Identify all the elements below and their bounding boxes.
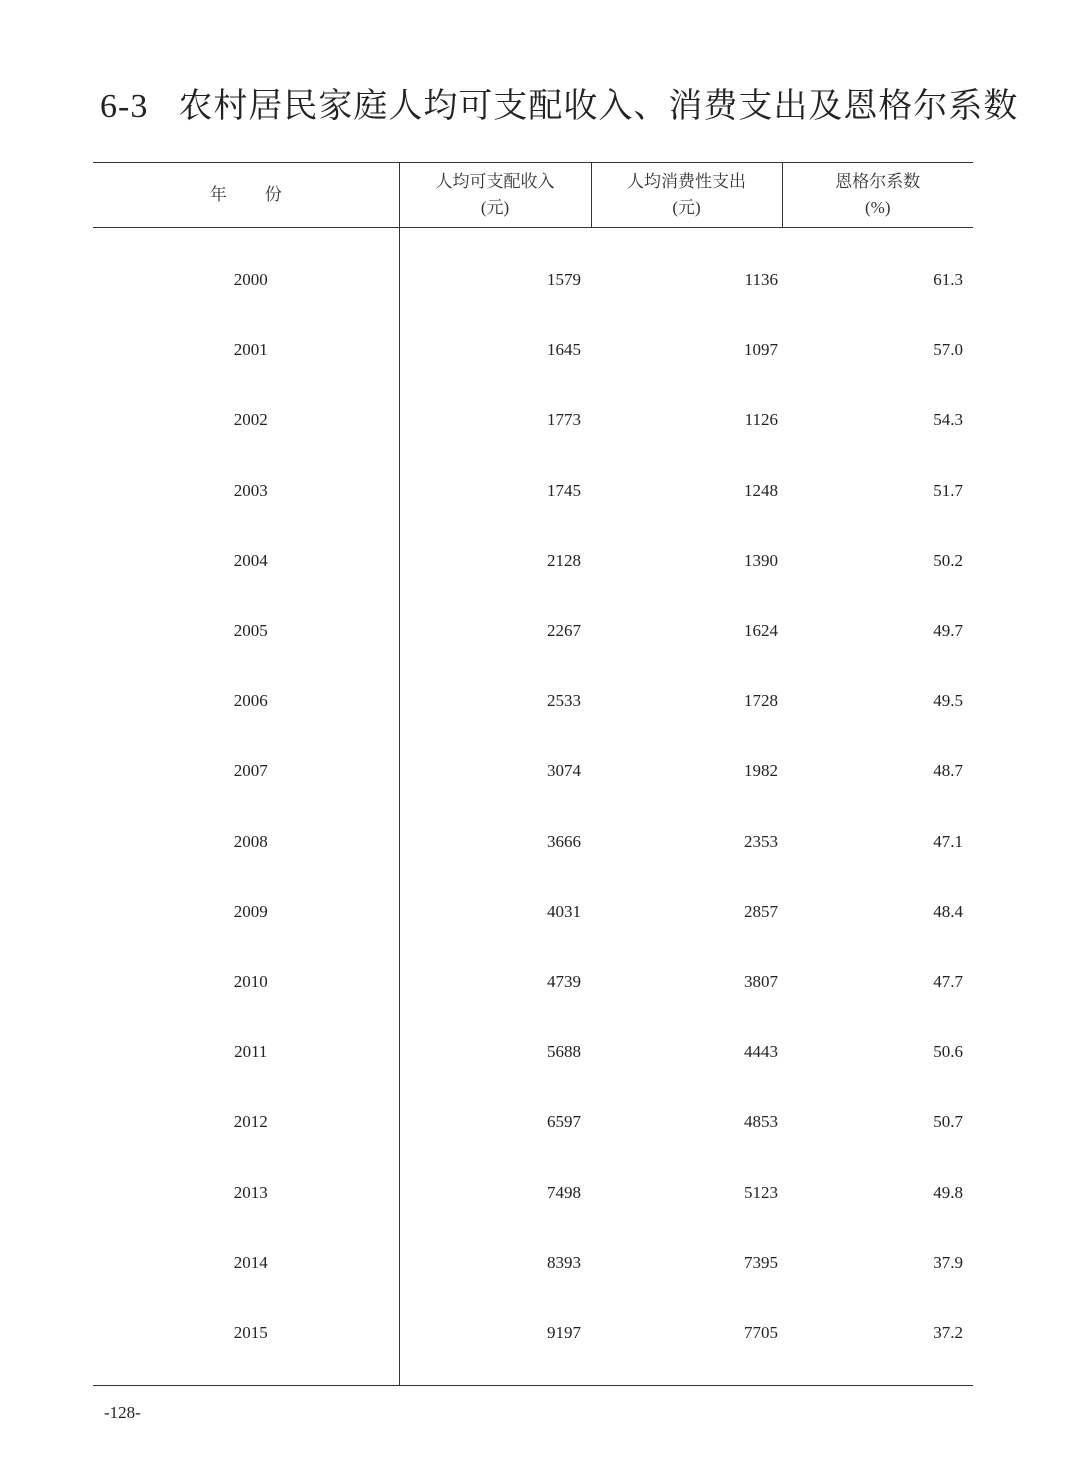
- engel-cell: 61.3: [933, 270, 963, 290]
- year-cell: 2000: [93, 245, 399, 315]
- year-cell: 2011: [93, 1017, 399, 1087]
- year-cell: 2002: [93, 385, 399, 455]
- year-column-header: 年份: [93, 163, 399, 228]
- table-row: [93, 1157, 973, 1227]
- expenditure-cell: 2857: [744, 901, 778, 921]
- income-cell: 7498: [547, 1182, 581, 1202]
- expenditure-header-unit: (元): [672, 198, 701, 217]
- spacer-cell: [399, 1368, 591, 1386]
- engel-cell: 50.6: [933, 1042, 963, 1062]
- engel-header-unit: (%): [865, 198, 891, 217]
- income-cell: 4739: [547, 971, 581, 991]
- engel-cell: 49.8: [933, 1182, 963, 1202]
- table-row: [93, 1298, 973, 1368]
- spacer-cell: [399, 228, 591, 246]
- income-cell: 3666: [547, 831, 581, 851]
- engel-cell: 57.0: [933, 340, 963, 360]
- year-cell: 2007: [93, 736, 399, 806]
- expenditure-cell: 1126: [744, 410, 778, 430]
- table-row: [93, 1017, 973, 1087]
- table-header-row: [93, 163, 973, 228]
- table-row: [93, 596, 973, 666]
- table-row: [93, 315, 973, 385]
- engel-cell: 48.4: [933, 901, 963, 921]
- expenditure-cell: 5123: [744, 1182, 778, 1202]
- expenditure-column-header: [591, 163, 782, 228]
- income-cell: 8393: [547, 1252, 581, 1272]
- engel-cell: 50.2: [933, 550, 963, 570]
- year-cell: 2014: [93, 1228, 399, 1298]
- table-row: [93, 456, 973, 526]
- spacer-cell: [782, 228, 973, 246]
- year-cell: 2010: [93, 947, 399, 1017]
- expenditure-cell: 1624: [744, 621, 778, 641]
- year-cell: 2008: [93, 807, 399, 877]
- table-row: [93, 947, 973, 1017]
- year-cell: 2001: [93, 315, 399, 385]
- spacer-cell: [93, 228, 399, 246]
- engel-cell: 37.9: [933, 1252, 963, 1272]
- income-cell: 6597: [547, 1112, 581, 1132]
- income-header-unit: (元): [480, 198, 510, 217]
- income-cell: 1579: [547, 270, 581, 290]
- expenditure-header-label: 人均消费性支出: [627, 172, 746, 191]
- expenditure-cell: 4443: [744, 1042, 778, 1062]
- table-number: 6-3: [100, 88, 149, 125]
- table-top-spacer: [93, 228, 973, 246]
- page-title: [100, 78, 1018, 127]
- table-row: [93, 1228, 973, 1298]
- engel-header-label: 恩格尔系数: [835, 172, 921, 191]
- income-cell: 2267: [547, 621, 581, 641]
- year-cell: 2004: [93, 526, 399, 596]
- income-cell: 5688: [547, 1042, 581, 1062]
- income-cell: 9197: [547, 1322, 581, 1342]
- income-column-header: [399, 163, 591, 228]
- spacer-cell: [591, 1368, 782, 1386]
- income-cell: 1773: [547, 410, 581, 430]
- expenditure-cell: 1728: [744, 691, 778, 711]
- expenditure-cell: 1248: [744, 480, 778, 500]
- engel-column-header: [782, 163, 973, 228]
- engel-cell: 49.5: [933, 691, 963, 711]
- income-cell: 2128: [547, 550, 581, 570]
- expenditure-cell: 7395: [744, 1252, 778, 1272]
- expenditure-cell: 2353: [744, 831, 778, 851]
- table-row: [93, 736, 973, 806]
- table-row: [93, 1087, 973, 1157]
- engel-cell: 49.7: [933, 621, 963, 641]
- table-row: [93, 807, 973, 877]
- year-cell: 2013: [93, 1157, 399, 1227]
- engel-cell: 50.7: [933, 1112, 963, 1132]
- engel-cell: 47.7: [933, 971, 963, 991]
- year-cell: 2005: [93, 596, 399, 666]
- year-cell: 2015: [93, 1298, 399, 1368]
- income-cell: 4031: [547, 901, 581, 921]
- spacer-cell: [782, 1368, 973, 1386]
- table-title-text: 农村居民家庭人均可支配收入、消费支出及恩格尔系数: [178, 88, 1019, 125]
- page-number: -128-: [104, 1403, 141, 1422]
- table-bottom-spacer: [93, 1368, 973, 1386]
- income-cell: 3074: [547, 761, 581, 781]
- expenditure-cell: 1982: [744, 761, 778, 781]
- table-row: [93, 877, 973, 947]
- expenditure-cell: 1390: [744, 550, 778, 570]
- engel-cell: 47.1: [933, 831, 963, 851]
- table-body: [93, 228, 973, 1386]
- expenditure-cell: 3807: [744, 971, 778, 991]
- year-cell: 2009: [93, 877, 399, 947]
- table-row: [93, 666, 973, 736]
- engel-cell: 51.7: [933, 480, 963, 500]
- year-cell: 2012: [93, 1087, 399, 1157]
- table-row: [93, 526, 973, 596]
- expenditure-cell: 1136: [744, 270, 778, 290]
- engel-cell: 48.7: [933, 761, 963, 781]
- income-header-label: 人均可支配收入: [435, 172, 555, 191]
- spacer-cell: [591, 228, 782, 246]
- year-cell: 2006: [93, 666, 399, 736]
- expenditure-cell: 7705: [744, 1322, 778, 1342]
- table-row: [93, 245, 973, 315]
- statistics-table: [93, 162, 973, 1386]
- engel-cell: 37.2: [933, 1322, 963, 1342]
- spacer-cell: [93, 1368, 399, 1386]
- year-cell: 2003: [93, 456, 399, 526]
- engel-cell: 54.3: [933, 410, 963, 430]
- table-row: [93, 385, 973, 455]
- income-cell: 2533: [547, 691, 581, 711]
- income-cell: 1645: [547, 340, 581, 360]
- expenditure-cell: 4853: [744, 1112, 778, 1132]
- income-cell: 1745: [547, 480, 581, 500]
- expenditure-cell: 1097: [744, 340, 778, 360]
